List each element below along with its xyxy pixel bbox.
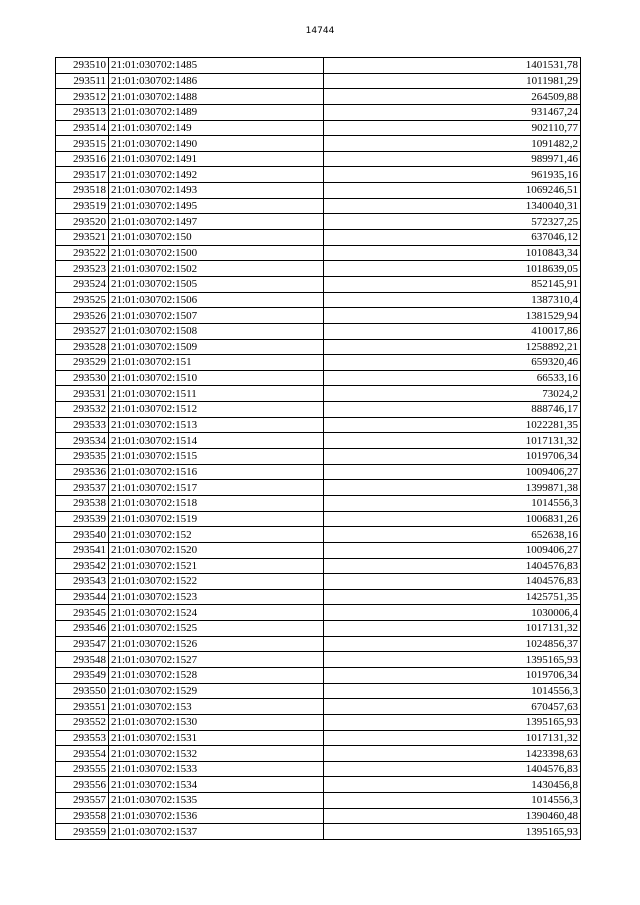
row-number: 293537 — [56, 480, 109, 496]
row-number: 293559 — [56, 824, 109, 840]
row-number: 293516 — [56, 151, 109, 167]
cadastral-number: 21:01:030702:1489 — [109, 104, 324, 120]
cadastral-value: 73024,2 — [324, 386, 581, 402]
cadastral-number: 21:01:030702:1537 — [109, 824, 324, 840]
cadastral-value: 888746,17 — [324, 402, 581, 418]
cadastral-value: 1401531,78 — [324, 58, 581, 74]
table-row — [56, 511, 581, 527]
row-number: 293555 — [56, 761, 109, 777]
cadastral-value: 1395165,93 — [324, 652, 581, 668]
cadastral-number: 21:01:030702:1486 — [109, 73, 324, 89]
table-row — [56, 527, 581, 543]
cadastral-number: 21:01:030702:1521 — [109, 558, 324, 574]
table-row — [56, 824, 581, 840]
cadastral-value: 1425751,35 — [324, 589, 581, 605]
cadastral-value: 1009406,27 — [324, 464, 581, 480]
cadastral-value: 931467,24 — [324, 104, 581, 120]
table-row — [56, 104, 581, 120]
cadastral-number: 21:01:030702:1491 — [109, 151, 324, 167]
cadastral-value: 1399871,38 — [324, 480, 581, 496]
table-row — [56, 245, 581, 261]
table-row — [56, 746, 581, 762]
table-row — [56, 151, 581, 167]
table-row — [56, 58, 581, 74]
cadastral-number: 21:01:030702:1514 — [109, 433, 324, 449]
row-number: 293552 — [56, 714, 109, 730]
table-row — [56, 495, 581, 511]
cadastral-number: 21:01:030702:1536 — [109, 808, 324, 824]
cadastral-number: 21:01:030702:1507 — [109, 308, 324, 324]
cadastral-value: 1017131,32 — [324, 621, 581, 637]
cadastral-number: 21:01:030702:1518 — [109, 495, 324, 511]
cadastral-number: 21:01:030702:1529 — [109, 683, 324, 699]
cadastral-number: 21:01:030702:1485 — [109, 58, 324, 74]
row-number: 293530 — [56, 370, 109, 386]
row-number: 293512 — [56, 89, 109, 105]
cadastral-number: 21:01:030702:1493 — [109, 183, 324, 199]
cadastral-number: 21:01:030702:1488 — [109, 89, 324, 105]
cadastral-value: 1340040,31 — [324, 198, 581, 214]
cadastral-number: 21:01:030702:1508 — [109, 323, 324, 339]
cadastral-number: 21:01:030702:1500 — [109, 245, 324, 261]
cadastral-number: 21:01:030702:1530 — [109, 714, 324, 730]
cadastral-value: 264509,88 — [324, 89, 581, 105]
row-number: 293511 — [56, 73, 109, 89]
cadastral-number: 21:01:030702:1506 — [109, 292, 324, 308]
cadastral-value-table — [55, 57, 581, 840]
row-number: 293536 — [56, 464, 109, 480]
cadastral-value: 852145,91 — [324, 276, 581, 292]
row-number: 293525 — [56, 292, 109, 308]
row-number: 293538 — [56, 495, 109, 511]
cadastral-value: 410017,86 — [324, 323, 581, 339]
cadastral-number: 21:01:030702:1526 — [109, 636, 324, 652]
cadastral-number: 21:01:030702:1523 — [109, 589, 324, 605]
cadastral-value: 652638,16 — [324, 527, 581, 543]
cadastral-value: 1014556,3 — [324, 495, 581, 511]
cadastral-value: 1017131,32 — [324, 730, 581, 746]
row-number: 293553 — [56, 730, 109, 746]
row-number: 293515 — [56, 136, 109, 152]
row-number: 293542 — [56, 558, 109, 574]
cadastral-value: 902110,77 — [324, 120, 581, 136]
cadastral-number: 21:01:030702:1535 — [109, 793, 324, 809]
cadastral-number: 21:01:030702:152 — [109, 527, 324, 543]
cadastral-number: 21:01:030702:1528 — [109, 667, 324, 683]
cadastral-number: 21:01:030702:1516 — [109, 464, 324, 480]
cadastral-number: 21:01:030702:1534 — [109, 777, 324, 793]
table-body — [56, 58, 581, 840]
page-number: 14744 — [305, 26, 335, 36]
cadastral-value: 66533,16 — [324, 370, 581, 386]
cadastral-value: 989971,46 — [324, 151, 581, 167]
row-number: 293521 — [56, 230, 109, 246]
cadastral-number: 21:01:030702:1533 — [109, 761, 324, 777]
cadastral-value: 1011981,29 — [324, 73, 581, 89]
cadastral-value: 659320,46 — [324, 355, 581, 371]
cadastral-number: 21:01:030702:1519 — [109, 511, 324, 527]
cadastral-value: 1006831,26 — [324, 511, 581, 527]
row-number: 293549 — [56, 667, 109, 683]
cadastral-number: 21:01:030702:151 — [109, 355, 324, 371]
row-number: 293543 — [56, 574, 109, 590]
row-number: 293541 — [56, 542, 109, 558]
table-row — [56, 402, 581, 418]
table-row — [56, 558, 581, 574]
cadastral-number: 21:01:030702:150 — [109, 230, 324, 246]
cadastral-value: 961935,16 — [324, 167, 581, 183]
cadastral-number: 21:01:030702:1525 — [109, 621, 324, 637]
cadastral-number: 21:01:030702:1531 — [109, 730, 324, 746]
row-number: 293554 — [56, 746, 109, 762]
table-row — [56, 730, 581, 746]
row-number: 293533 — [56, 417, 109, 433]
table-row — [56, 120, 581, 136]
cadastral-number: 21:01:030702:1527 — [109, 652, 324, 668]
row-number: 293548 — [56, 652, 109, 668]
row-number: 293546 — [56, 621, 109, 637]
cadastral-value: 1430456,8 — [324, 777, 581, 793]
cadastral-number: 21:01:030702:1524 — [109, 605, 324, 621]
cadastral-value: 1395165,93 — [324, 824, 581, 840]
row-number: 293513 — [56, 104, 109, 120]
table-row — [56, 292, 581, 308]
table-row — [56, 449, 581, 465]
cadastral-number: 21:01:030702:1505 — [109, 276, 324, 292]
row-number: 293528 — [56, 339, 109, 355]
row-number: 293529 — [56, 355, 109, 371]
row-number: 293540 — [56, 527, 109, 543]
cadastral-value: 1019706,34 — [324, 667, 581, 683]
cadastral-value: 1018639,05 — [324, 261, 581, 277]
cadastral-value: 1010843,34 — [324, 245, 581, 261]
table-row — [56, 605, 581, 621]
table-row — [56, 183, 581, 199]
cadastral-value: 1404576,83 — [324, 574, 581, 590]
cadastral-value: 1017131,32 — [324, 433, 581, 449]
row-number: 293514 — [56, 120, 109, 136]
cadastral-number: 21:01:030702:1495 — [109, 198, 324, 214]
cadastral-value: 1030006,4 — [324, 605, 581, 621]
row-number: 293526 — [56, 308, 109, 324]
row-number: 293532 — [56, 402, 109, 418]
table-row — [56, 214, 581, 230]
cadastral-number: 21:01:030702:149 — [109, 120, 324, 136]
cadastral-number: 21:01:030702:1532 — [109, 746, 324, 762]
table-row — [56, 167, 581, 183]
cadastral-value: 1024856,37 — [324, 636, 581, 652]
row-number: 293534 — [56, 433, 109, 449]
table-row — [56, 699, 581, 715]
cadastral-number: 21:01:030702:1522 — [109, 574, 324, 590]
table-row — [56, 777, 581, 793]
row-number: 293550 — [56, 683, 109, 699]
table-row — [56, 621, 581, 637]
row-number: 293522 — [56, 245, 109, 261]
cadastral-number: 21:01:030702:153 — [109, 699, 324, 715]
cadastral-value: 1022281,35 — [324, 417, 581, 433]
cadastral-value: 1014556,3 — [324, 793, 581, 809]
cadastral-value: 1404576,83 — [324, 761, 581, 777]
cadastral-number: 21:01:030702:1509 — [109, 339, 324, 355]
cadastral-value: 1387310,4 — [324, 292, 581, 308]
row-number: 293518 — [56, 183, 109, 199]
table-row — [56, 136, 581, 152]
cadastral-number: 21:01:030702:1490 — [109, 136, 324, 152]
table-row — [56, 323, 581, 339]
table-row — [56, 386, 581, 402]
cadastral-value: 1009406,27 — [324, 542, 581, 558]
row-number: 293547 — [56, 636, 109, 652]
cadastral-value: 1019706,34 — [324, 449, 581, 465]
cadastral-number: 21:01:030702:1515 — [109, 449, 324, 465]
table-row — [56, 589, 581, 605]
cadastral-value: 1091482,2 — [324, 136, 581, 152]
cadastral-number: 21:01:030702:1520 — [109, 542, 324, 558]
table-row — [56, 89, 581, 105]
cadastral-value: 1014556,3 — [324, 683, 581, 699]
table-row — [56, 464, 581, 480]
table-row — [56, 417, 581, 433]
table-row — [56, 793, 581, 809]
row-number: 293551 — [56, 699, 109, 715]
row-number: 293557 — [56, 793, 109, 809]
table-row — [56, 667, 581, 683]
table-row — [56, 73, 581, 89]
cadastral-number: 21:01:030702:1510 — [109, 370, 324, 386]
cadastral-number: 21:01:030702:1497 — [109, 214, 324, 230]
table-row — [56, 683, 581, 699]
row-number: 293519 — [56, 198, 109, 214]
table-row — [56, 433, 581, 449]
table-row — [56, 542, 581, 558]
table-row — [56, 339, 581, 355]
row-number: 293535 — [56, 449, 109, 465]
row-number: 293517 — [56, 167, 109, 183]
cadastral-value: 1423398,63 — [324, 746, 581, 762]
cadastral-value: 1395165,93 — [324, 714, 581, 730]
row-number: 293558 — [56, 808, 109, 824]
table-row — [56, 652, 581, 668]
row-number: 293523 — [56, 261, 109, 277]
table-row — [56, 636, 581, 652]
cadastral-value: 1069246,51 — [324, 183, 581, 199]
table-row — [56, 308, 581, 324]
cadastral-number: 21:01:030702:1513 — [109, 417, 324, 433]
row-number: 293545 — [56, 605, 109, 621]
cadastral-value: 670457,63 — [324, 699, 581, 715]
cadastral-number: 21:01:030702:1502 — [109, 261, 324, 277]
table-row — [56, 370, 581, 386]
row-number: 293520 — [56, 214, 109, 230]
table-row — [56, 808, 581, 824]
row-number: 293544 — [56, 589, 109, 605]
cadastral-number: 21:01:030702:1511 — [109, 386, 324, 402]
table-row — [56, 761, 581, 777]
cadastral-value: 637046,12 — [324, 230, 581, 246]
row-number: 293524 — [56, 276, 109, 292]
cadastral-value: 1381529,94 — [324, 308, 581, 324]
cadastral-value: 1258892,21 — [324, 339, 581, 355]
table-row — [56, 714, 581, 730]
table-row — [56, 261, 581, 277]
table-row — [56, 276, 581, 292]
row-number: 293510 — [56, 58, 109, 74]
row-number: 293539 — [56, 511, 109, 527]
table-row — [56, 355, 581, 371]
cadastral-number: 21:01:030702:1492 — [109, 167, 324, 183]
cadastral-value: 1390460,48 — [324, 808, 581, 824]
table-row — [56, 198, 581, 214]
table-row — [56, 574, 581, 590]
cadastral-value: 572327,25 — [324, 214, 581, 230]
row-number: 293527 — [56, 323, 109, 339]
cadastral-number: 21:01:030702:1512 — [109, 402, 324, 418]
table-row — [56, 230, 581, 246]
row-number: 293556 — [56, 777, 109, 793]
row-number: 293531 — [56, 386, 109, 402]
table-row — [56, 480, 581, 496]
cadastral-number: 21:01:030702:1517 — [109, 480, 324, 496]
cadastral-value: 1404576,83 — [324, 558, 581, 574]
